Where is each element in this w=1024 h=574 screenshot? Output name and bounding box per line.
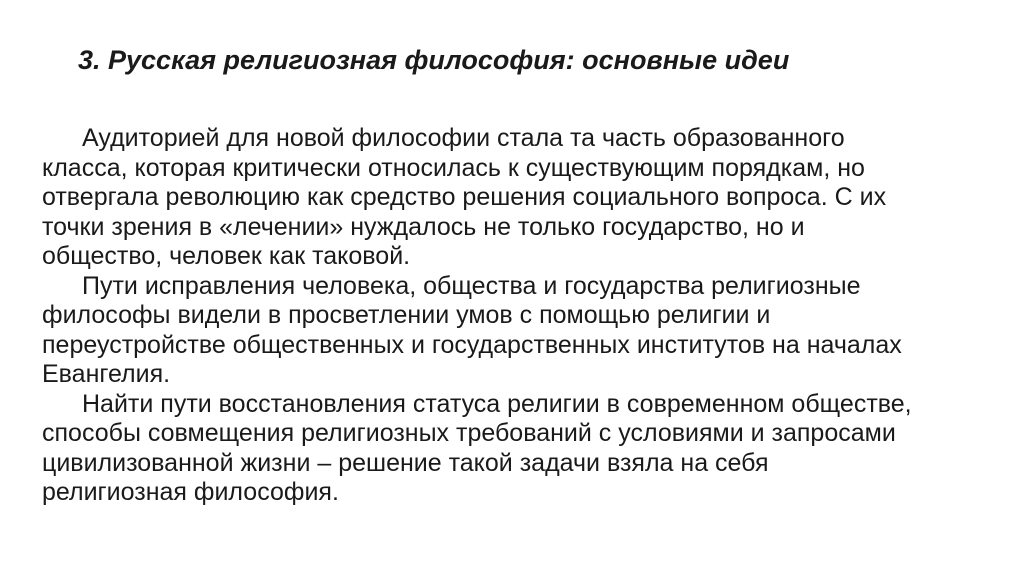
text-line: религиозная философия. [42,478,339,506]
paragraph-religion-status [42,390,992,508]
text-line: Найти пути восстановления статуса религии в современном обществе, [82,389,912,418]
text-line: Евангелия. [42,360,171,388]
text-line: класса, которая критически относилась к существующим порядкам, но [42,153,865,182]
slide-body [42,124,992,508]
paragraph-ways-of-correction [42,272,992,390]
text-line: отвергала революцию как средство решения социального вопроса. С их [42,183,887,211]
text-line: точки зрения в «лечении» нуждалось не только государство, но и [42,212,805,241]
text-line: общество, человек как таковой. [42,242,411,270]
slide-title: 3. Русская религиозная философия: основные идеи [78,45,790,75]
text-line: переустройстве общественных и государственных институтов на началах [42,330,902,359]
text-line: философы видели в просветлении умов с помощью религии и [42,301,771,329]
text-line: Пути исправления человека, общества и государства религиозные [82,271,861,300]
paragraph-audience [42,124,992,272]
text-line: Аудиторией для новой философии стала та часть образованного [82,124,845,152]
text-line: цивилизованной жизни – решение такой задачи взяла на себя [42,448,769,477]
text-line: способы совмещения религиозных требований с условиями и запросами [42,419,896,447]
